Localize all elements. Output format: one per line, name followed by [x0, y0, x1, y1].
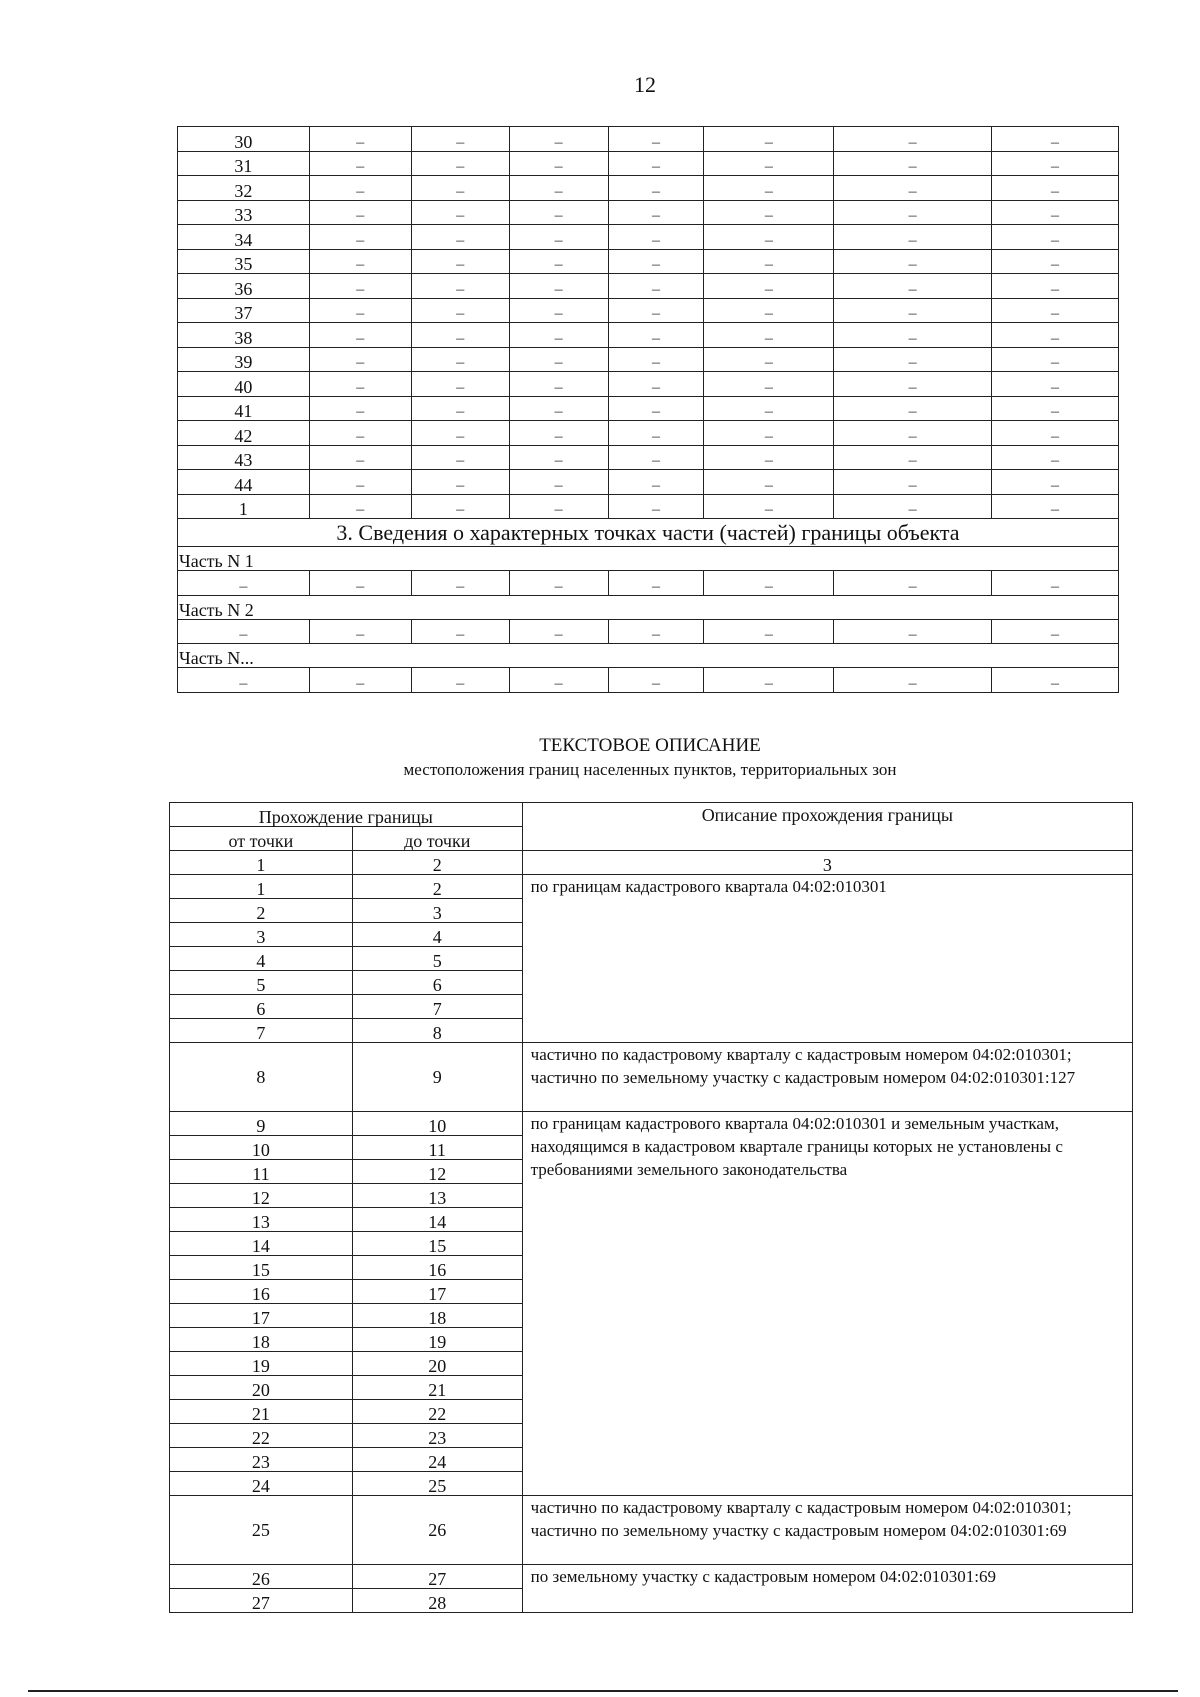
empty-value-cell: – [834, 372, 992, 397]
point-row [178, 494, 1119, 519]
empty-value-cell: – [411, 445, 509, 470]
passage-description: частично по кадастровому кварталу с кадастровым номером 04:02:010301; частично по земельному участку с кадастровым номером 04:02:010301:69 [522, 1496, 1132, 1565]
empty-value-cell: – [608, 298, 704, 323]
from-point-cell: 27 [170, 1589, 353, 1613]
point-number-cell: 39 [178, 347, 310, 372]
point-number-cell: 44 [178, 470, 310, 495]
point-row [178, 274, 1119, 299]
from-point-cell: 4 [170, 947, 353, 971]
empty-value-cell: – [411, 668, 509, 693]
empty-value-cell: – [509, 200, 608, 225]
empty-value-cell: – [309, 445, 411, 470]
from-point-cell: 5 [170, 971, 353, 995]
empty-value-cell: – [834, 274, 992, 299]
empty-value-cell: – [509, 470, 608, 495]
empty-value-cell: – [992, 176, 1119, 201]
empty-value-cell: – [411, 571, 509, 596]
part-values-row [178, 571, 1119, 596]
empty-value-cell: – [509, 421, 608, 446]
empty-value-cell: – [834, 127, 992, 152]
empty-value-cell: – [992, 249, 1119, 274]
point-row [178, 396, 1119, 421]
passage-description: по границам кадастрового квартала 04:02:010301 [522, 875, 1132, 1043]
empty-value-cell: – [992, 494, 1119, 519]
point-row [178, 445, 1119, 470]
point-number-cell: 32 [178, 176, 310, 201]
to-point-cell: 20 [352, 1352, 522, 1376]
empty-value-cell: – [834, 200, 992, 225]
boundary-description-table [169, 802, 1133, 1613]
from-point-cell: 21 [170, 1400, 353, 1424]
from-point-cell: 7 [170, 1019, 353, 1043]
to-point-cell: 14 [352, 1208, 522, 1232]
to-point-cell: 4 [352, 923, 522, 947]
empty-value-cell: – [411, 470, 509, 495]
description-header: Описание прохождения границы [522, 803, 1132, 851]
bottom-rule [28, 1690, 1178, 1692]
empty-value-cell: – [608, 396, 704, 421]
empty-value-cell: – [509, 347, 608, 372]
empty-value-cell: – [704, 176, 834, 201]
empty-value-cell: – [309, 298, 411, 323]
empty-value-cell: – [411, 249, 509, 274]
empty-value-cell: – [608, 372, 704, 397]
empty-value-cell: – [608, 421, 704, 446]
column-number-2: 2 [352, 851, 522, 875]
empty-value-cell: – [834, 421, 992, 446]
point-row [178, 347, 1119, 372]
empty-value-cell: – [704, 668, 834, 693]
from-point-cell: 19 [170, 1352, 353, 1376]
to-point-cell: 23 [352, 1424, 522, 1448]
empty-value-cell: – [704, 619, 834, 644]
section-title: 3. Сведения о характерных точках части (частей) границы объекта [178, 519, 1119, 547]
to-point-cell: 11 [352, 1136, 522, 1160]
empty-value-cell: – [411, 494, 509, 519]
empty-value-cell: – [509, 396, 608, 421]
empty-value-cell: – [704, 151, 834, 176]
empty-value-cell: – [309, 396, 411, 421]
to-point-cell: 22 [352, 1400, 522, 1424]
empty-value-cell: – [834, 176, 992, 201]
empty-value-cell: – [704, 396, 834, 421]
to-point-cell: 10 [352, 1112, 522, 1136]
empty-value-cell: – [309, 323, 411, 348]
empty-value-cell: – [992, 200, 1119, 225]
point-row [178, 298, 1119, 323]
empty-value-cell: – [834, 445, 992, 470]
empty-value-cell: – [309, 619, 411, 644]
to-point-cell: 15 [352, 1232, 522, 1256]
empty-value-cell: – [509, 372, 608, 397]
empty-value-cell: – [509, 445, 608, 470]
point-number-cell: 33 [178, 200, 310, 225]
from-point-cell: 1 [170, 875, 353, 899]
point-number-cell: 1 [178, 494, 310, 519]
empty-value-cell: – [834, 619, 992, 644]
point-row [178, 127, 1119, 152]
to-point-header: до точки [352, 827, 522, 851]
empty-value-cell: – [834, 249, 992, 274]
empty-value-cell: – [834, 323, 992, 348]
empty-value-cell: – [509, 249, 608, 274]
to-point-cell: 13 [352, 1184, 522, 1208]
from-point-cell: 11 [170, 1160, 353, 1184]
passage-row [170, 1496, 1133, 1565]
empty-value-cell: – [608, 445, 704, 470]
empty-value-cell: – [992, 571, 1119, 596]
from-point-cell: 10 [170, 1136, 353, 1160]
passage-description: частично по кадастровому кварталу с кадастровым номером 04:02:010301; частично по земельному участку с кадастровым номером 04:02:010301:127 [522, 1043, 1132, 1112]
point-row [178, 225, 1119, 250]
empty-value-cell: – [992, 668, 1119, 693]
empty-value-cell: – [992, 445, 1119, 470]
from-point-header: от точки [170, 827, 353, 851]
empty-value-cell: – [834, 298, 992, 323]
empty-value-cell: – [411, 347, 509, 372]
section-title-row [178, 519, 1119, 547]
point-row [178, 151, 1119, 176]
to-point-cell: 12 [352, 1160, 522, 1184]
to-point-cell: 17 [352, 1280, 522, 1304]
point-number-cell: 34 [178, 225, 310, 250]
empty-value-cell: – [411, 151, 509, 176]
passage-description: по земельному участку с кадастровым номером 04:02:010301:69 [522, 1565, 1132, 1613]
empty-value-cell: – [704, 445, 834, 470]
from-point-cell: 20 [170, 1376, 353, 1400]
passage-row [170, 1043, 1133, 1112]
to-point-cell: 19 [352, 1328, 522, 1352]
point-number-cell: 40 [178, 372, 310, 397]
to-point-cell: 27 [352, 1565, 522, 1589]
from-point-cell: 25 [170, 1496, 353, 1565]
empty-value-cell: – [608, 668, 704, 693]
empty-value-cell: – [608, 249, 704, 274]
empty-value-cell: – [309, 668, 411, 693]
empty-value-cell: – [309, 249, 411, 274]
empty-value-cell: – [509, 668, 608, 693]
empty-value-cell: – [411, 619, 509, 644]
point-number-cell: 30 [178, 127, 310, 152]
from-point-cell: 3 [170, 923, 353, 947]
passage-row [170, 875, 1133, 899]
empty-value-cell: – [509, 323, 608, 348]
to-point-cell: 6 [352, 971, 522, 995]
to-point-cell: 25 [352, 1472, 522, 1496]
empty-value-cell: – [704, 347, 834, 372]
column-number-3: 3 [522, 851, 1132, 875]
to-point-cell: 3 [352, 899, 522, 923]
empty-value-cell: – [411, 176, 509, 201]
passage-header: Прохождение границы [170, 803, 523, 827]
empty-value-cell: – [411, 372, 509, 397]
empty-value-cell: – [834, 151, 992, 176]
from-point-cell: 14 [170, 1232, 353, 1256]
empty-value-cell: – [992, 127, 1119, 152]
empty-value-cell: – [704, 274, 834, 299]
to-point-cell: 9 [352, 1043, 522, 1112]
empty-value-cell: – [992, 372, 1119, 397]
empty-value-cell: – [509, 127, 608, 152]
empty-value-cell: – [309, 571, 411, 596]
empty-value-cell: – [834, 225, 992, 250]
empty-value-cell: – [704, 372, 834, 397]
from-point-cell: 18 [170, 1328, 353, 1352]
empty-value-cell: – [834, 396, 992, 421]
empty-value-cell: – [178, 668, 310, 693]
empty-value-cell: – [992, 225, 1119, 250]
empty-value-cell: – [411, 421, 509, 446]
empty-value-cell: – [309, 200, 411, 225]
empty-value-cell: – [834, 347, 992, 372]
to-point-cell: 5 [352, 947, 522, 971]
empty-value-cell: – [704, 421, 834, 446]
empty-value-cell: – [411, 274, 509, 299]
empty-value-cell: – [509, 571, 608, 596]
point-number-cell: 37 [178, 298, 310, 323]
point-number-cell: 43 [178, 445, 310, 470]
part-label: Часть N 2 [178, 595, 1119, 619]
empty-value-cell: – [992, 396, 1119, 421]
point-row [178, 176, 1119, 201]
from-point-cell: 15 [170, 1256, 353, 1280]
point-row [178, 421, 1119, 446]
empty-value-cell: – [608, 619, 704, 644]
empty-value-cell: – [309, 225, 411, 250]
empty-value-cell: – [411, 200, 509, 225]
empty-value-cell: – [834, 494, 992, 519]
to-point-cell: 8 [352, 1019, 522, 1043]
part-values-row [178, 619, 1119, 644]
empty-value-cell: – [608, 127, 704, 152]
empty-value-cell: – [608, 571, 704, 596]
empty-value-cell: – [608, 176, 704, 201]
to-point-cell: 2 [352, 875, 522, 899]
empty-value-cell: – [178, 619, 310, 644]
point-number-cell: 38 [178, 323, 310, 348]
empty-value-cell: – [834, 668, 992, 693]
point-number-cell: 31 [178, 151, 310, 176]
empty-value-cell: – [309, 176, 411, 201]
empty-value-cell: – [992, 619, 1119, 644]
page-number: 12 [634, 72, 656, 97]
empty-value-cell: – [992, 323, 1119, 348]
empty-value-cell: – [509, 274, 608, 299]
to-point-cell: 7 [352, 995, 522, 1019]
passage-row [170, 1112, 1133, 1136]
part-label-row [178, 547, 1119, 571]
description-subtitle: местоположения границ населенных пунктов, территориальных зон [403, 760, 897, 779]
description-title: ТЕКСТОВОЕ ОПИСАНИЕ [539, 735, 761, 756]
part-label: Часть N 1 [178, 547, 1119, 571]
from-point-cell: 22 [170, 1424, 353, 1448]
from-point-cell: 24 [170, 1472, 353, 1496]
to-point-cell: 24 [352, 1448, 522, 1472]
empty-value-cell: – [992, 151, 1119, 176]
passage-row [170, 1565, 1133, 1589]
empty-value-cell: – [411, 323, 509, 348]
empty-value-cell: – [509, 225, 608, 250]
point-number-cell: 35 [178, 249, 310, 274]
from-point-cell: 13 [170, 1208, 353, 1232]
empty-value-cell: – [309, 421, 411, 446]
point-row [178, 470, 1119, 495]
empty-value-cell: – [834, 571, 992, 596]
empty-value-cell: – [992, 421, 1119, 446]
empty-value-cell: – [608, 274, 704, 299]
empty-value-cell: – [992, 347, 1119, 372]
empty-value-cell: – [411, 396, 509, 421]
from-point-cell: 16 [170, 1280, 353, 1304]
empty-value-cell: – [608, 494, 704, 519]
point-row [178, 249, 1119, 274]
column-number-1: 1 [170, 851, 353, 875]
empty-value-cell: – [608, 347, 704, 372]
from-point-cell: 12 [170, 1184, 353, 1208]
from-point-cell: 8 [170, 1043, 353, 1112]
part-values-row [178, 668, 1119, 693]
empty-value-cell: – [309, 127, 411, 152]
from-point-cell: 9 [170, 1112, 353, 1136]
empty-value-cell: – [411, 298, 509, 323]
to-point-cell: 16 [352, 1256, 522, 1280]
empty-value-cell: – [411, 127, 509, 152]
empty-value-cell: – [834, 470, 992, 495]
point-row [178, 200, 1119, 225]
empty-value-cell: – [309, 494, 411, 519]
empty-value-cell: – [608, 323, 704, 348]
empty-value-cell: – [704, 494, 834, 519]
empty-value-cell: – [992, 274, 1119, 299]
to-point-cell: 18 [352, 1304, 522, 1328]
empty-value-cell: – [309, 347, 411, 372]
empty-value-cell: – [178, 571, 310, 596]
empty-value-cell: – [309, 470, 411, 495]
empty-value-cell: – [992, 298, 1119, 323]
point-row [178, 323, 1119, 348]
empty-value-cell: – [411, 225, 509, 250]
point-number-cell: 41 [178, 396, 310, 421]
empty-value-cell: – [608, 200, 704, 225]
part-label: Часть N... [178, 644, 1119, 668]
from-point-cell: 17 [170, 1304, 353, 1328]
empty-value-cell: – [309, 151, 411, 176]
empty-value-cell: – [309, 372, 411, 397]
point-row [178, 372, 1119, 397]
empty-value-cell: – [509, 176, 608, 201]
empty-value-cell: – [704, 200, 834, 225]
empty-value-cell: – [608, 151, 704, 176]
point-number-cell: 36 [178, 274, 310, 299]
empty-value-cell: – [704, 323, 834, 348]
characteristic-points-table [177, 126, 1119, 693]
from-point-cell: 6 [170, 995, 353, 1019]
from-point-cell: 2 [170, 899, 353, 923]
empty-value-cell: – [608, 470, 704, 495]
to-point-cell: 26 [352, 1496, 522, 1565]
empty-value-cell: – [704, 249, 834, 274]
empty-value-cell: – [704, 298, 834, 323]
point-number-cell: 42 [178, 421, 310, 446]
empty-value-cell: – [509, 151, 608, 176]
empty-value-cell: – [309, 274, 411, 299]
to-point-cell: 21 [352, 1376, 522, 1400]
to-point-cell: 28 [352, 1589, 522, 1613]
empty-value-cell: – [509, 619, 608, 644]
empty-value-cell: – [509, 298, 608, 323]
passage-description: по границам кадастрового квартала 04:02:010301 и земельным участкам, находящимся в кадастровом квартале границы которых не установлены с требованиями земельного законодательства [522, 1112, 1132, 1496]
empty-value-cell: – [704, 225, 834, 250]
empty-value-cell: – [509, 494, 608, 519]
empty-value-cell: – [704, 571, 834, 596]
empty-value-cell: – [704, 127, 834, 152]
from-point-cell: 26 [170, 1565, 353, 1589]
from-point-cell: 23 [170, 1448, 353, 1472]
empty-value-cell: – [992, 470, 1119, 495]
empty-value-cell: – [608, 225, 704, 250]
part-label-row [178, 644, 1119, 668]
empty-value-cell: – [704, 470, 834, 495]
part-label-row [178, 595, 1119, 619]
